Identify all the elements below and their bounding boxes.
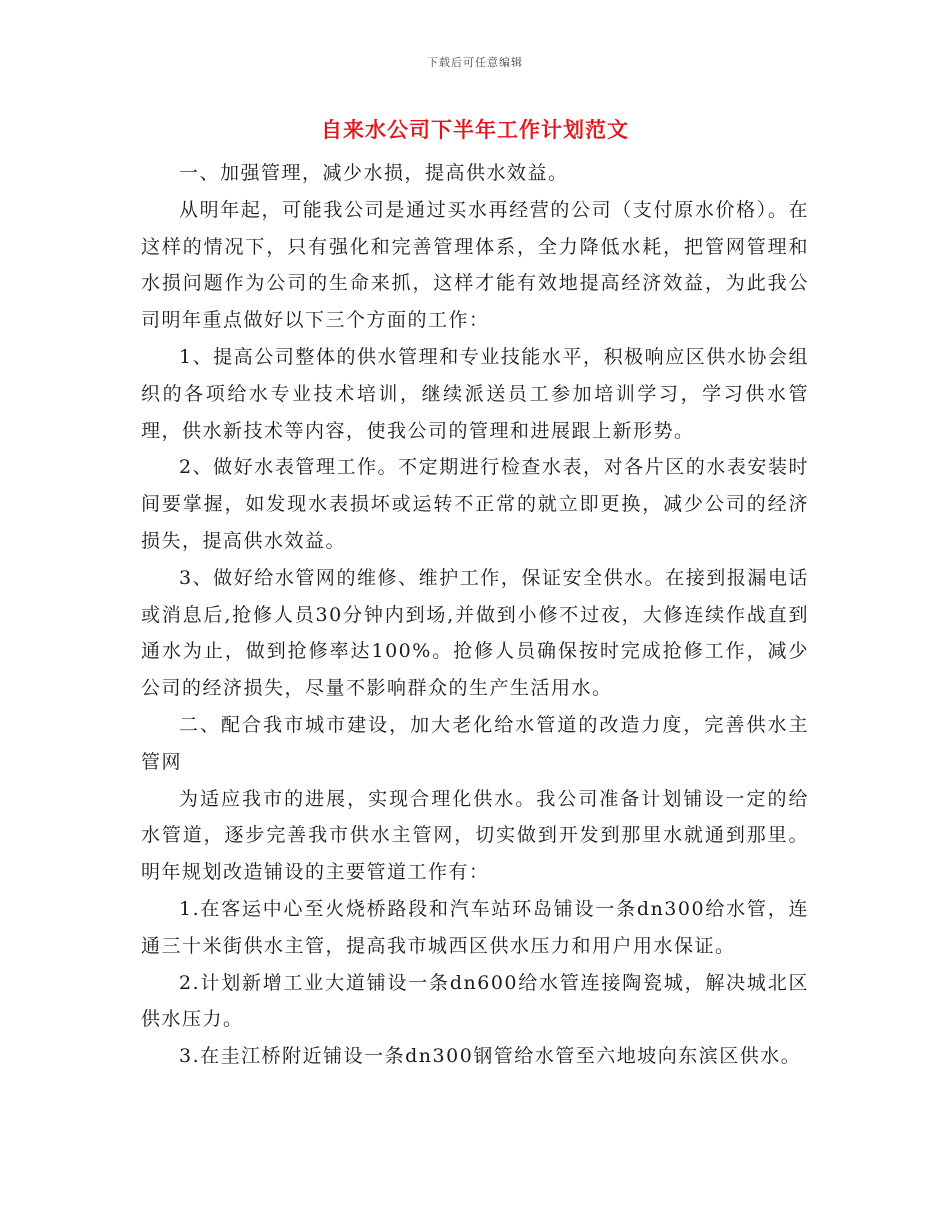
paragraph-intro: 从明年起，可能我公司是通过买水再经营的公司（支付原水价格）。在这样的情况下，只有强化和完善管理体系，全力降低水耗，把管网管理和水损问题作为公司的生命来抓，这样才能有效地提高经济效益，为此我公司明年重点做好以下三个方面的工作：	[141, 198, 809, 332]
paragraph-section-1-heading: 一、加强管理，减少水损，提高供水效益。	[179, 162, 569, 184]
paragraph-item-2: 2、做好水表管理工作。不定期进行检查水表，对各片区的水表安装时间要掌握，如发现水表损坏或运转不正常的就立即更换，减少公司的经济损失，提高供水效益。	[141, 456, 809, 552]
document-body	[141, 155, 809, 1075]
paragraph-pipe-2: 2.计划新增工业大道铺设一条dn600给水管连接陶瓷城，解决城北区供水压力。	[141, 971, 809, 1031]
paragraph-pipe-1: 1.在客运中心至火烧桥路段和汽车站环岛铺设一条dn300给水管，连通三十米街供水主管，提高我市城西区供水压力和用户用水保证。	[141, 897, 809, 957]
paragraph-pipe-3: 3.在圭江桥附近铺设一条dn300钢管给水管至六地坡向东滨区供水。	[179, 1045, 802, 1068]
header-note: 下载后可任意编辑	[427, 56, 523, 69]
paragraph-item-1: 1、提高公司整体的供水管理和专业技能水平，积极响应区供水协会组织的各项给水专业技术培训，继续派送员工参加培训学习，学习供水管理，供水新技术等内容，使我公司的管理和进展跟上新形势。	[141, 345, 809, 442]
paragraph-section-2-intro: 为适应我市的进展，实现合理化供水。我公司准备计划铺设一定的给水管道，逐步完善我市供水主管网，切实做到开发到那里水就通到那里。明年规划改造铺设的主要管道工作有：	[141, 787, 809, 884]
paragraph-section-2-heading: 二、配合我市城市建设，加大老化给水管道的改造力度，完善供水主管网	[141, 713, 809, 773]
document-title: 自来水公司下半年工作计划范文	[321, 117, 629, 142]
paragraph-item-3: 3、做好给水管网的维修、维护工作，保证安全供水。在接到报漏电话或消息后,抢修人员30分钟内到场,并做到小修不过夜，大修连续作战直到通水为止，做到抢修率达100%。抢修人员确保按时完成抢修工作，减少公司的经济损失，尽量不影响群众的生产生活用水。	[141, 566, 809, 700]
